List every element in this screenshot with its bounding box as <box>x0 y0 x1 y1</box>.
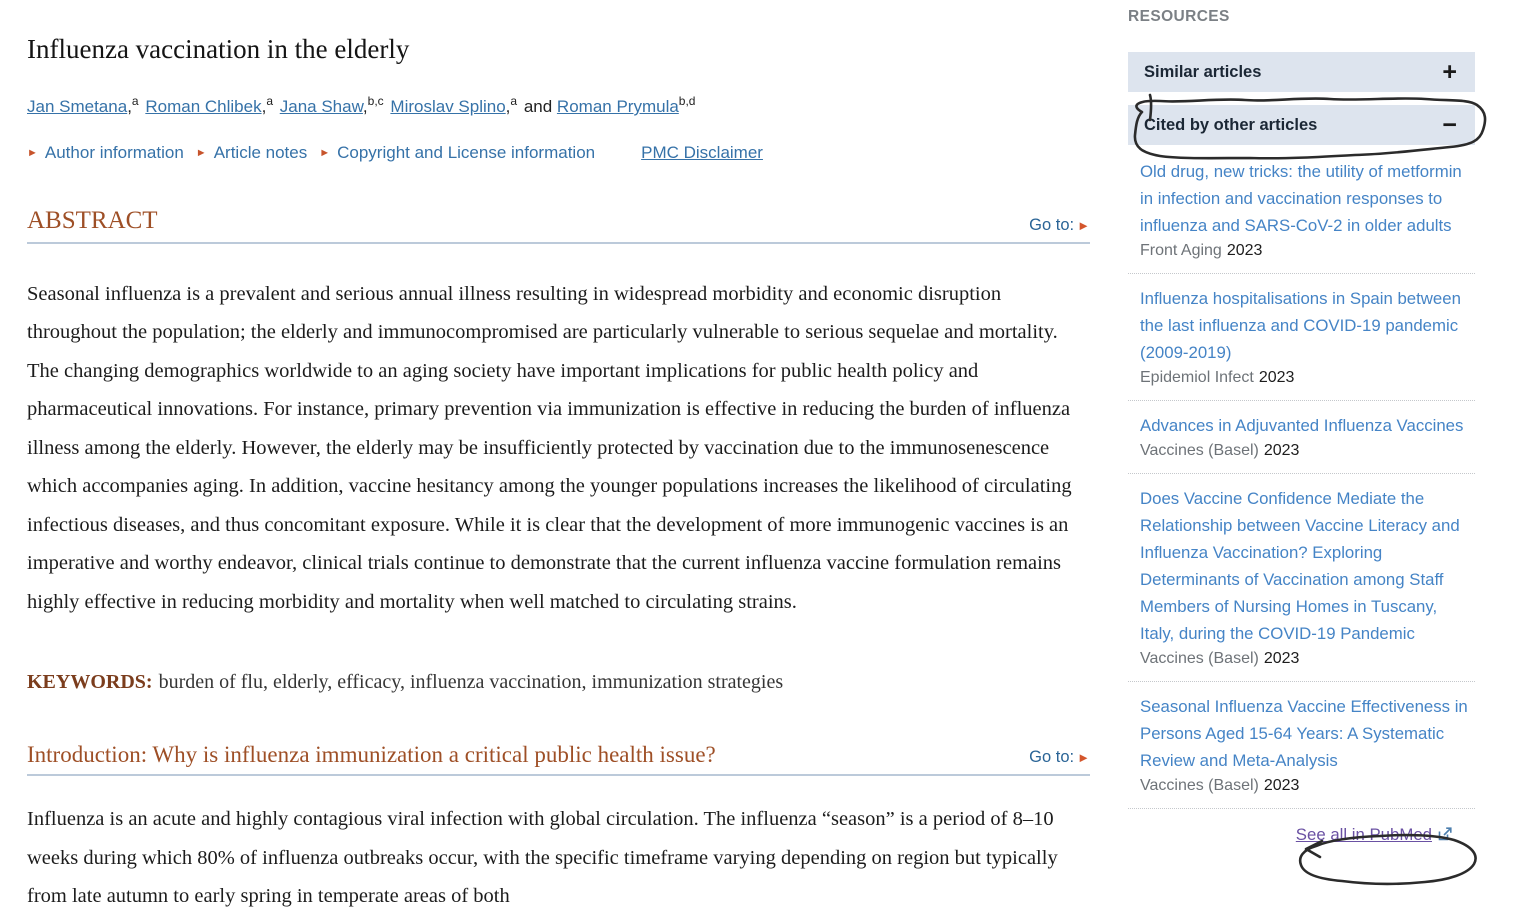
introduction-heading: Introduction: Why is influenza immunization a critical public health issue? <box>27 742 716 768</box>
author-link[interactable]: Jan Smetana <box>27 97 128 117</box>
publication-year: 2023 <box>1263 442 1300 459</box>
section-divider <box>27 774 1090 776</box>
journal-name: Vaccines (Basel) <box>1140 650 1259 667</box>
expand-plus-icon[interactable]: + <box>1442 57 1457 86</box>
publication-year: 2023 <box>1263 650 1300 667</box>
article-meta-links <box>27 143 1090 163</box>
author-information-link[interactable]: Author information <box>44 143 184 163</box>
pmc-disclaimer-link[interactable]: PMC Disclaimer <box>641 143 763 163</box>
similar-articles-label: Similar articles <box>1144 62 1262 81</box>
triangle-bullet-icon: ► <box>319 146 331 159</box>
meta-item <box>196 143 307 163</box>
keywords-text: burden of flu, elderly, efficacy, influenza vaccination, immunization strategies <box>158 671 784 694</box>
author: and Roman Prymula$^{b,d}$ <box>523 94 696 117</box>
author-link[interactable]: Roman Prymula <box>556 97 679 117</box>
cited-article-link[interactable]: Seasonal Influenza Vaccine Effectiveness in Persons Aged 15-64 Years: A Systematic Review and Meta-Analysis <box>1140 697 1468 770</box>
external-link-icon <box>1437 826 1453 847</box>
similar-articles-panel[interactable] <box>1128 52 1475 92</box>
see-all-row <box>1128 809 1475 847</box>
author-link[interactable]: Jana Shaw <box>279 97 363 117</box>
author-list <box>27 94 1090 117</box>
author: Jan Smetana,$^a$ <box>27 94 139 117</box>
abstract-heading: ABSTRACT <box>27 207 158 235</box>
cited-article-meta <box>1140 439 1471 463</box>
abstract-section-header <box>27 207 1090 235</box>
author-affiliation-sup: a <box>266 94 273 109</box>
list-item <box>1128 274 1475 401</box>
list-item <box>1128 682 1475 809</box>
keywords-line <box>27 671 1090 694</box>
cited-article-link[interactable]: Influenza hospitalisations in Spain between the last influenza and COVID-19 pandemic (2009-2019) <box>1140 289 1461 362</box>
cited-article-meta <box>1140 239 1471 263</box>
list-item <box>1128 147 1475 274</box>
copyright-license-link[interactable]: Copyright and License information <box>337 143 596 163</box>
page-title: Influenza vaccination in the elderly <box>27 34 410 64</box>
goto-triangle-icon: ► <box>1077 217 1090 233</box>
author-affiliation-sup: b,d <box>678 94 696 109</box>
introduction-paragraph: Influenza is an acute and highly contagious viral infection with global circulation. The influenza “season” is a period of 8–10 weeks during which 80% of influenza outbreaks occur, with the specific timeframe varying depending on region but typically from late autumn to early spring in temperate areas of both <box>27 808 1058 908</box>
author: Roman Chlibek,$^a$ <box>145 94 273 117</box>
goto-link[interactable]: Go to: ► <box>1029 215 1090 234</box>
cited-by-label: Cited by other articles <box>1144 115 1318 134</box>
author: Jana Shaw,$^{b,c}$ <box>279 94 384 117</box>
journal-name: Front Aging <box>1140 242 1222 259</box>
cited-by-panel[interactable] <box>1128 105 1475 145</box>
cited-article-meta <box>1140 647 1471 671</box>
list-item <box>1128 474 1475 682</box>
cited-article-meta <box>1140 774 1471 798</box>
resources-sidebar <box>1128 8 1475 847</box>
triangle-bullet-icon: ► <box>27 146 38 159</box>
cited-article-meta <box>1140 366 1471 390</box>
publication-year: 2023 <box>1258 369 1295 386</box>
journal-name: Vaccines (Basel) <box>1140 777 1259 794</box>
cited-articles-list <box>1128 147 1475 809</box>
goto-triangle-icon: ► <box>1077 750 1090 766</box>
introduction-section-header <box>27 742 1090 767</box>
author-link[interactable]: Miroslav Splino <box>390 97 506 117</box>
collapse-minus-icon[interactable]: − <box>1442 110 1457 139</box>
cited-article-link[interactable]: Does Vaccine Confidence Mediate the Relationship between Vaccine Literacy and Influenza Vaccination? Exploring Determinants of Vaccination among Staff Members of Nursing Homes in Tuscany, Italy, during the COVID-19 Pandemic <box>1140 489 1460 643</box>
publication-year: 2023 <box>1263 777 1300 794</box>
see-all-pubmed-link[interactable]: See all in PubMed <box>1295 825 1432 844</box>
keywords-label: KEYWORDS: <box>27 671 153 694</box>
article-main-column <box>27 0 1090 916</box>
list-item <box>1128 401 1475 474</box>
article-notes-link[interactable]: Article notes <box>213 143 308 163</box>
meta-item <box>27 143 184 163</box>
abstract-paragraph: Seasonal influenza is a prevalent and serious annual illness resulting in widespread morbidity and economic disruption throughout the population; the elderly and immunocompromised are particularly vulnerable to serious sequelae and mortality. The changing demographics worldwide to an aging society have important implications for public health policy and pharmaceutical innovations. For instance, primary prevention via immunization is effective in reducing the burden of influenza illness among the elderly. However, the elderly may be insufficiently protected by vaccination due to the immunosenescence which accompanies aging. In addition, vaccine hesitancy among the younger populations increases the likelihood of circulating infectious diseases, and thus concomitant exposure. While it is clear that the development of more immunogenic vaccines is an imperative and worthy endeavor, clinical trials continue to demonstrate that the current influenza vaccine formulation remains highly effective in reducing morbidity and mortality when well matched to circulating strains. <box>27 282 1072 613</box>
goto-link[interactable]: Go to: ► <box>1029 748 1090 767</box>
journal-name: Vaccines (Basel) <box>1140 442 1259 459</box>
author-affiliation-sup: a <box>510 94 518 109</box>
author-affiliation-sup: a <box>131 94 139 109</box>
triangle-bullet-icon: ► <box>195 146 207 159</box>
journal-name: Epidemiol Infect <box>1140 369 1254 386</box>
author-link[interactable]: Roman Chlibek <box>145 97 262 117</box>
cited-article-link[interactable]: Advances in Adjuvanted Influenza Vaccines <box>1140 416 1464 435</box>
meta-item <box>319 143 595 163</box>
section-divider <box>27 242 1090 244</box>
author-affiliation-sup: b,c <box>367 94 384 109</box>
publication-year: 2023 <box>1226 242 1263 259</box>
cited-article-link[interactable]: Old drug, new tricks: the utility of metformin in infection and vaccination responses to influenza and SARS-CoV-2 in older adults <box>1140 162 1462 235</box>
resources-heading: RESOURCES <box>1128 8 1230 25</box>
author: Miroslav Splino,$^a$ <box>390 94 518 117</box>
